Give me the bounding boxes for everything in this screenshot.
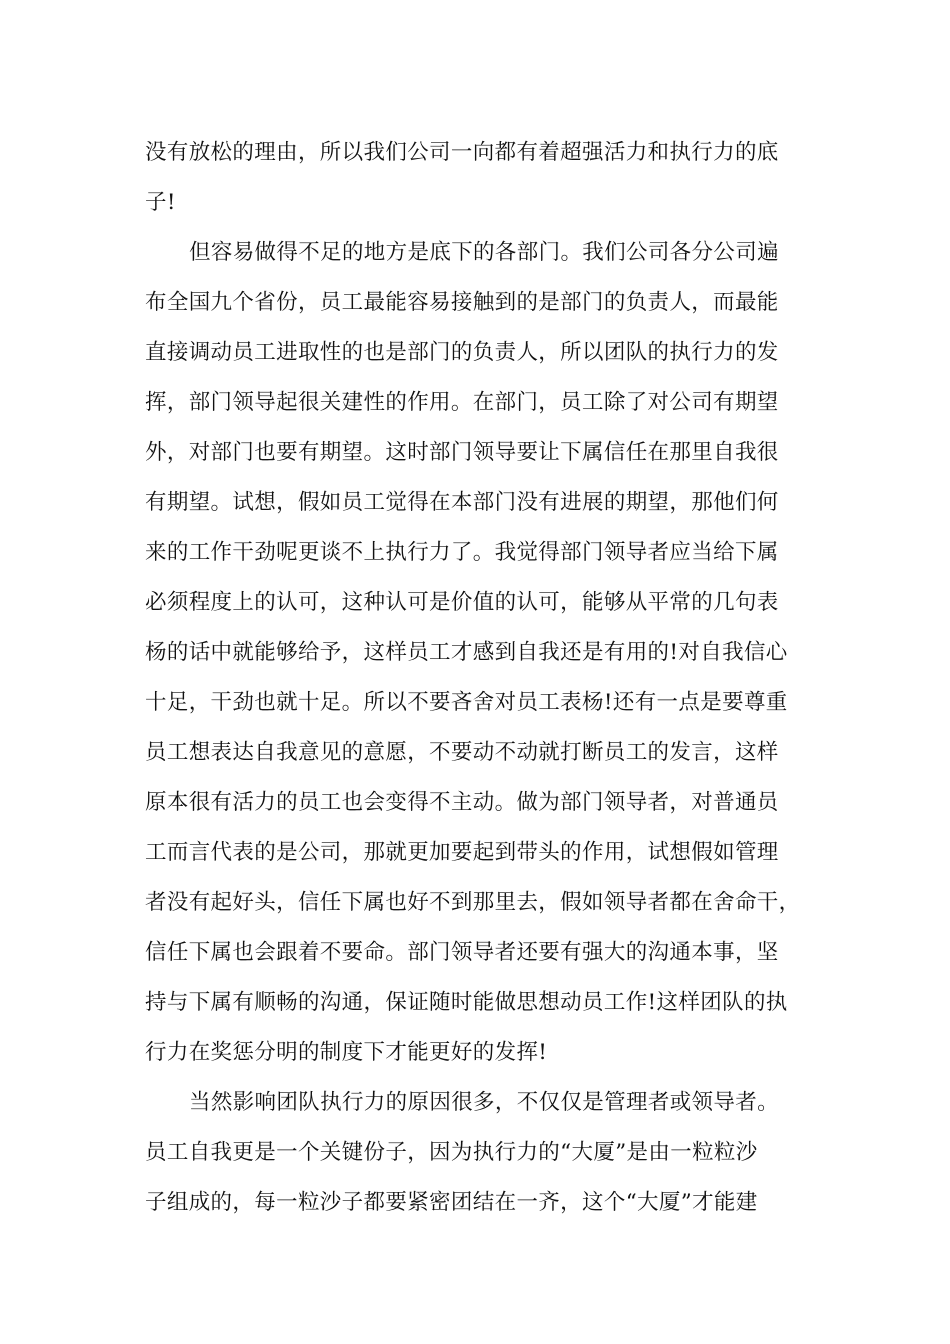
- paragraph-2-line-9: 杨的话中就能够给予，这样员工才感到自我还是有用的!对自我信心: [145, 640, 788, 665]
- paragraph-2-line-13: 工而言代表的是公司，那就更加要起到带头的作用，试想假如管理: [145, 840, 779, 865]
- paragraph-2-line-17: 行力在奖惩分明的制度下才能更好的发挥!: [145, 1040, 548, 1065]
- paragraph-2-line-6: 有期望。试想，假如员工觉得在本部门没有进展的期望，那他们何: [145, 490, 779, 515]
- document-body: [145, 128, 825, 1228]
- paragraph-2-line-15: 信任下属也会跟着不要命。部门领导者还要有强大的沟通本事，坚: [145, 940, 779, 965]
- paragraph-2-line-2: 布全国九个省份，员工最能容易接触到的是部门的负责人，而最能: [145, 290, 779, 315]
- paragraph-2-line-14: 者没有起好头，信任下属也好不到那里去，假如领导者都在舍命干，: [145, 890, 801, 915]
- paragraph-2-line-7: 来的工作干劲呢更谈不上执行力了。我觉得部门领导者应当给下属: [145, 540, 779, 565]
- paragraph-3-line-3: 子组成的，每一粒沙子都要紧密团结在一齐，这个“大厦”才能建: [145, 1190, 758, 1215]
- paragraph-2-line-5: 外，对部门也要有期望。这时部门领导要让下属信任在那里自我很: [145, 440, 779, 465]
- paragraph-2-line-1: 但容易做得不足的地方是底下的各部门。我们公司各分公司遍: [189, 240, 779, 265]
- paragraph-2-line-8: 必须程度上的认可，这种认可是价值的认可，能够从平常的几句表: [145, 590, 779, 615]
- paragraph-1-line-1: 没有放松的理由，所以我们公司一向都有着超强活力和执行力的底: [145, 140, 779, 165]
- paragraph-2-line-11: 员工想表达自我意见的意愿，不要动不动就打断员工的发言，这样: [145, 740, 779, 765]
- paragraph-3-line-2: 员工自我更是一个关键份子，因为执行力的“大厦”是由一粒粒沙: [145, 1140, 758, 1165]
- paragraph-2-line-10: 十足，干劲也就十足。所以不要吝舍对员工表杨!还有一点是要尊重: [145, 690, 788, 715]
- paragraph-3-line-1: 当然影响团队执行力的原因很多，不仅仅是管理者或领导者。: [189, 1090, 779, 1115]
- paragraph-2-line-4: 挥，部门领导起很关建性的作用。在部门，员工除了对公司有期望: [145, 390, 779, 415]
- paragraph-2-line-16: 持与下属有顺畅的沟通，保证随时能做思想动员工作!这样团队的执: [145, 990, 788, 1015]
- paragraph-1-line-2: 子!: [145, 190, 176, 215]
- paragraph-2-line-3: 直接调动员工进取性的也是部门的负责人，所以团队的执行力的发: [145, 340, 779, 365]
- paragraph-2-line-12: 原本很有活力的员工也会变得不主动。做为部门领导者，对普通员: [145, 790, 779, 815]
